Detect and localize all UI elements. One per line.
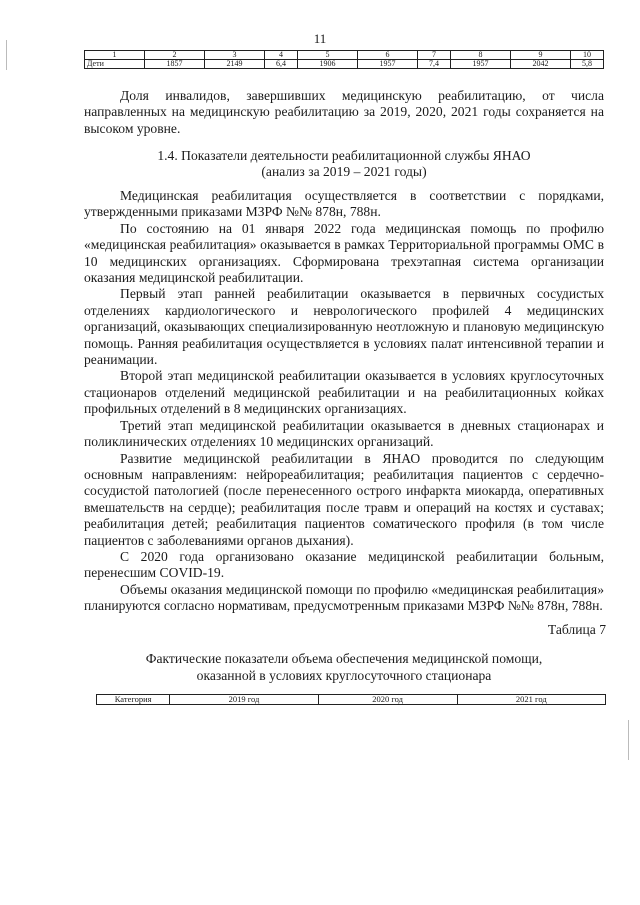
table-cell: 1957 xyxy=(451,60,511,69)
table-cell: 9 xyxy=(511,51,571,60)
scan-margin-mark xyxy=(628,720,629,760)
table-cell: 6 xyxy=(358,51,418,60)
main-text xyxy=(84,188,604,615)
table-cell: 1957 xyxy=(358,60,418,69)
table-cell: Дети xyxy=(85,60,145,69)
table-row xyxy=(85,60,604,69)
intro-paragraph: Доля инвалидов, завершивших медицинскую реабилитацию, от числа направленных на медицинскую реабилитацию за 2019, 2020, 2021 годы сохраняется на высоком уровне. xyxy=(84,88,604,136)
paragraph: Объемы оказания медицинской помощи по профилю «медицинская реабилитация» планируются согласно нормативам, предусмотренным приказами МЗРФ №№ 878н, 788н. xyxy=(84,581,604,614)
paragraph: Развитие медицинской реабилитации в ЯНАО проводится по следующим основным направлениям: нейрореабилитация; реабилитация пациентов с сердечно-сосудистой патологией (после перенесенного острого инфаркта миокарда, оперативных вмешательств на сердце); реабилитация после травм и операций на костях и суставах; реабилитация детей; реабилитация пациентов соматического профиля (в том числе пациентов с заболеваниями органов дыхания). xyxy=(84,450,604,548)
table-cell: 10 xyxy=(571,51,604,60)
section-subtitle-line: (анализ за 2019 – 2021 годы) xyxy=(261,164,427,180)
table-cell: 1 xyxy=(85,51,145,60)
intro-block xyxy=(84,88,604,137)
paragraph: Третий этап медицинской реабилитации оказывается в дневных стационарах и поликлинических отделениях 10 медицинских организаций. xyxy=(84,417,604,450)
table-cell: 1857 xyxy=(145,60,205,69)
bottom-table xyxy=(96,694,606,705)
table-cell: 6,4 xyxy=(265,60,298,69)
table-caption: Таблица 7 xyxy=(547,622,606,637)
table-cell: 2 xyxy=(145,51,205,60)
table-cell: 7,4 xyxy=(418,60,451,69)
section-title xyxy=(84,148,604,181)
table-cell: 8 xyxy=(451,51,511,60)
table-header-row xyxy=(85,51,604,60)
table-cell: 4 xyxy=(265,51,298,60)
paragraph: С 2020 года организовано оказание медицинской реабилитации больным, перенесшим COVID-19. xyxy=(84,548,604,581)
table-cell: 3 xyxy=(205,51,265,60)
table-cell: 5 xyxy=(298,51,358,60)
table-cell: 1906 xyxy=(298,60,358,69)
paragraph: Первый этап ранней реабилитации оказывается в первичных сосудистых отделениях кардиологического и неврологического профилей 4 медицинских организаций, оказывающих специализированную неотложную и плановую медицинскую помощь. Ранняя реабилитация осуществляется в условиях палат интенсивной терапии и реанимации. xyxy=(84,286,604,368)
table-cell: 2149 xyxy=(205,60,265,69)
table-title xyxy=(84,650,604,684)
table-title-line: оказанной в условиях круглосуточного стационара xyxy=(196,668,492,683)
table-cell: 2042 xyxy=(511,60,571,69)
paragraph: По состоянию на 01 января 2022 года медицинская помощь по профилю «медицинская реабилитация» оказывается в рамках Территориальной программы ОМС в 10 медицинских организациях. Сформирована трехэтапная система организации оказания медицинской реабилитации. xyxy=(84,220,604,286)
section-title-line: 1.4. Показатели деятельности реабилитационной службы ЯНАО xyxy=(157,148,531,163)
page-number: 11 xyxy=(313,31,327,46)
table-cell: 2020 год xyxy=(318,695,457,705)
paragraph: Медицинская реабилитация осуществляется в соответствии с порядками, утвержденными приказами МЗРФ №№ 878н, 788н. xyxy=(84,188,604,220)
table-cell: 2021 год xyxy=(457,695,605,705)
table-header-row xyxy=(97,695,606,705)
table-cell: 7 xyxy=(418,51,451,60)
top-table xyxy=(84,50,604,69)
paragraph: Второй этап медицинской реабилитации оказывается в условиях круглосуточных стационаров отделений медицинской реабилитации и на реабилитационных койках профильных отделений в 8 медицинских организациях. xyxy=(84,368,604,417)
table-title-line: Фактические показатели объема обеспечения медицинской помощи, xyxy=(145,651,543,666)
table-cell: 5,8 xyxy=(571,60,604,69)
scan-margin-mark xyxy=(6,40,7,70)
table-cell: 2019 год xyxy=(170,695,318,705)
table-cell: Категория xyxy=(97,695,170,705)
